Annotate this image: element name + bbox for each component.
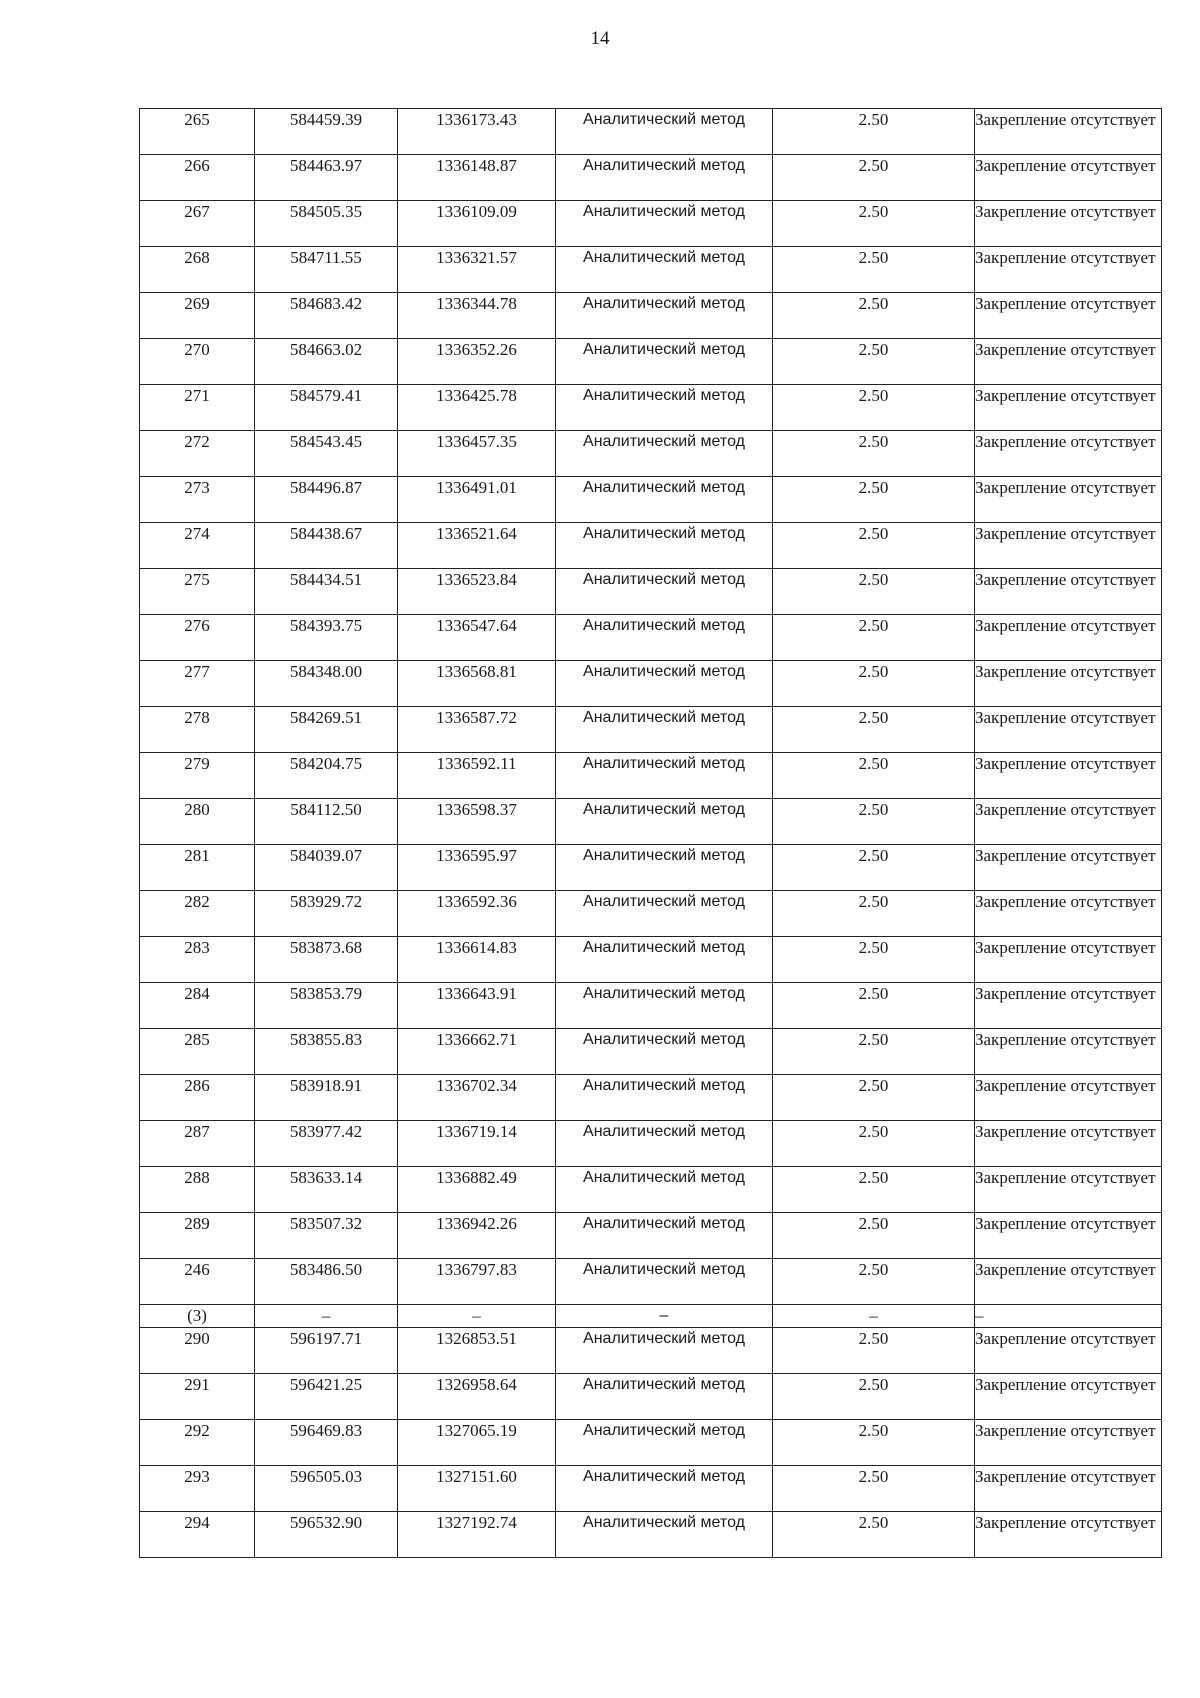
point-number-cell: 272: [140, 431, 255, 477]
point-number-cell: 290: [140, 1328, 255, 1374]
point-number-cell: 246: [140, 1259, 255, 1305]
point-number-cell: 283: [140, 937, 255, 983]
y-coordinate-cell: 1336109.09: [398, 201, 556, 247]
x-coordinate-cell: 583977.42: [255, 1121, 398, 1167]
y-coordinate-cell: 1336491.01: [398, 477, 556, 523]
y-coordinate-cell: 1336344.78: [398, 293, 556, 339]
table-row: [140, 1075, 1162, 1121]
x-coordinate-cell: 584683.42: [255, 293, 398, 339]
method-cell: Аналитический метод: [556, 569, 773, 615]
x-coordinate-cell: 584348.00: [255, 661, 398, 707]
y-coordinate-cell: 1336587.72: [398, 707, 556, 753]
x-coordinate-cell: 583873.68: [255, 937, 398, 983]
method-cell: Аналитический метод: [556, 293, 773, 339]
fixation-note-cell: Закрепление отсутствует: [975, 937, 1162, 983]
table-row: [140, 937, 1162, 983]
table-row: [140, 891, 1162, 937]
method-cell: Аналитический метод: [556, 1213, 773, 1259]
point-number-cell: 277: [140, 661, 255, 707]
error-cell: 2.50: [773, 201, 975, 247]
fixation-note-cell: Закрепление отсутствует: [975, 385, 1162, 431]
method-cell: Аналитический метод: [556, 1167, 773, 1213]
table-row: [140, 1259, 1162, 1305]
x-coordinate-cell: 596532.90: [255, 1512, 398, 1558]
method-cell: Аналитический метод: [556, 431, 773, 477]
table-row: [140, 1466, 1162, 1512]
x-coordinate-cell: 584579.41: [255, 385, 398, 431]
point-number-cell: 276: [140, 615, 255, 661]
error-cell: 2.50: [773, 1029, 975, 1075]
point-number-cell: 285: [140, 1029, 255, 1075]
method-cell: Аналитический метод: [556, 1029, 773, 1075]
x-coordinate-cell: 583855.83: [255, 1029, 398, 1075]
x-coordinate-cell: 584663.02: [255, 339, 398, 385]
fixation-note-cell: Закрепление отсутствует: [975, 1512, 1162, 1558]
error-cell: 2.50: [773, 1075, 975, 1121]
error-cell: 2.50: [773, 569, 975, 615]
fixation-note-cell: Закрепление отсутствует: [975, 1420, 1162, 1466]
table-row: [140, 569, 1162, 615]
fixation-note-cell: Закрепление отсутствует: [975, 845, 1162, 891]
table-row: [140, 1029, 1162, 1075]
fixation-note-cell: Закрепление отсутствует: [975, 1167, 1162, 1213]
error-cell: 2.50: [773, 385, 975, 431]
fixation-note-cell: Закрепление отсутствует: [975, 247, 1162, 293]
method-cell: Аналитический метод: [556, 661, 773, 707]
fixation-note-cell: Закрепление отсутствует: [975, 1029, 1162, 1075]
x-coordinate-cell: 596421.25: [255, 1374, 398, 1420]
y-coordinate-cell: 1336457.35: [398, 431, 556, 477]
error-cell: –: [773, 1305, 975, 1328]
point-number-cell: 266: [140, 155, 255, 201]
y-coordinate-cell: 1336425.78: [398, 385, 556, 431]
method-cell: Аналитический метод: [556, 1512, 773, 1558]
table-row: [140, 201, 1162, 247]
method-cell: Аналитический метод: [556, 983, 773, 1029]
y-coordinate-cell: 1336942.26: [398, 1213, 556, 1259]
table-row: [140, 109, 1162, 155]
y-coordinate-cell: 1326958.64: [398, 1374, 556, 1420]
error-cell: 2.50: [773, 661, 975, 707]
x-coordinate-cell: 584711.55: [255, 247, 398, 293]
fixation-note-cell: Закрепление отсутствует: [975, 155, 1162, 201]
fixation-note-cell: Закрепление отсутствует: [975, 569, 1162, 615]
table-row: [140, 707, 1162, 753]
table-row: [140, 1512, 1162, 1558]
table-row: [140, 1374, 1162, 1420]
x-coordinate-cell: 596469.83: [255, 1420, 398, 1466]
x-coordinate-cell: 584459.39: [255, 109, 398, 155]
table-row: [140, 385, 1162, 431]
table-row: [140, 615, 1162, 661]
error-cell: 2.50: [773, 523, 975, 569]
method-cell: Аналитический метод: [556, 201, 773, 247]
fixation-note-cell: Закрепление отсутствует: [975, 1259, 1162, 1305]
fixation-note-cell: –: [975, 1305, 1162, 1328]
y-coordinate-cell: 1336148.87: [398, 155, 556, 201]
y-coordinate-cell: 1336702.34: [398, 1075, 556, 1121]
y-coordinate-cell: 1327151.60: [398, 1466, 556, 1512]
method-cell: Аналитический метод: [556, 845, 773, 891]
y-coordinate-cell: 1336797.83: [398, 1259, 556, 1305]
table-row: [140, 155, 1162, 201]
fixation-note-cell: Закрепление отсутствует: [975, 1213, 1162, 1259]
error-cell: 2.50: [773, 1466, 975, 1512]
y-coordinate-cell: 1336521.64: [398, 523, 556, 569]
point-number-cell: 278: [140, 707, 255, 753]
method-cell: Аналитический метод: [556, 707, 773, 753]
y-coordinate-cell: 1336523.84: [398, 569, 556, 615]
y-coordinate-cell: 1336321.57: [398, 247, 556, 293]
table-body: [140, 109, 1162, 1558]
point-number-cell: 294: [140, 1512, 255, 1558]
fixation-note-cell: Закрепление отсутствует: [975, 1328, 1162, 1374]
error-cell: 2.50: [773, 753, 975, 799]
fixation-note-cell: Закрепление отсутствует: [975, 1374, 1162, 1420]
error-cell: 2.50: [773, 799, 975, 845]
y-coordinate-cell: –: [398, 1305, 556, 1328]
method-cell: Аналитический метод: [556, 1328, 773, 1374]
point-number-cell: 274: [140, 523, 255, 569]
point-number-cell: 293: [140, 1466, 255, 1512]
error-cell: 2.50: [773, 339, 975, 385]
x-coordinate-cell: 596197.71: [255, 1328, 398, 1374]
point-number-cell: 270: [140, 339, 255, 385]
point-number-cell: 271: [140, 385, 255, 431]
error-cell: 2.50: [773, 891, 975, 937]
y-coordinate-cell: 1336173.43: [398, 109, 556, 155]
x-coordinate-cell: 584543.45: [255, 431, 398, 477]
error-cell: 2.50: [773, 1512, 975, 1558]
table-row: [140, 753, 1162, 799]
method-cell: Аналитический метод: [556, 937, 773, 983]
x-coordinate-cell: 583507.32: [255, 1213, 398, 1259]
error-cell: 2.50: [773, 477, 975, 523]
point-number-cell: 265: [140, 109, 255, 155]
point-number-cell: 268: [140, 247, 255, 293]
x-coordinate-cell: 584204.75: [255, 753, 398, 799]
y-coordinate-cell: 1336614.83: [398, 937, 556, 983]
x-coordinate-cell: 584438.67: [255, 523, 398, 569]
point-number-cell: 269: [140, 293, 255, 339]
y-coordinate-cell: 1326853.51: [398, 1328, 556, 1374]
point-number-cell: 282: [140, 891, 255, 937]
x-coordinate-cell: 583929.72: [255, 891, 398, 937]
point-number-cell: 289: [140, 1213, 255, 1259]
fixation-note-cell: Закрепление отсутствует: [975, 707, 1162, 753]
error-cell: 2.50: [773, 1420, 975, 1466]
x-coordinate-cell: 584112.50: [255, 799, 398, 845]
table-row: [140, 293, 1162, 339]
x-coordinate-cell: 584496.87: [255, 477, 398, 523]
fixation-note-cell: Закрепление отсутствует: [975, 983, 1162, 1029]
x-coordinate-cell: 583918.91: [255, 1075, 398, 1121]
x-coordinate-cell: 584434.51: [255, 569, 398, 615]
table-row: [140, 1420, 1162, 1466]
error-cell: 2.50: [773, 1259, 975, 1305]
fixation-note-cell: Закрепление отсутствует: [975, 109, 1162, 155]
error-cell: 2.50: [773, 845, 975, 891]
method-cell: Аналитический метод: [556, 109, 773, 155]
fixation-note-cell: Закрепление отсутствует: [975, 891, 1162, 937]
method-cell: Аналитический метод: [556, 1259, 773, 1305]
error-cell: 2.50: [773, 431, 975, 477]
table-row: [140, 477, 1162, 523]
x-coordinate-cell: 583486.50: [255, 1259, 398, 1305]
point-number-cell: 267: [140, 201, 255, 247]
point-number-cell: 286: [140, 1075, 255, 1121]
method-cell: Аналитический метод: [556, 523, 773, 569]
error-cell: 2.50: [773, 1213, 975, 1259]
point-number-cell: 279: [140, 753, 255, 799]
table-row: [140, 431, 1162, 477]
coordinates-table: [139, 108, 1162, 1558]
page-number: 14: [590, 28, 610, 49]
fixation-note-cell: Закрепление отсутствует: [975, 1466, 1162, 1512]
x-coordinate-cell: –: [255, 1305, 398, 1328]
y-coordinate-cell: 1336547.64: [398, 615, 556, 661]
error-cell: 2.50: [773, 247, 975, 293]
error-cell: 2.50: [773, 937, 975, 983]
point-number-cell: 284: [140, 983, 255, 1029]
table-row: [140, 1167, 1162, 1213]
fixation-note-cell: Закрепление отсутствует: [975, 753, 1162, 799]
method-cell: Аналитический метод: [556, 385, 773, 431]
y-coordinate-cell: 1336568.81: [398, 661, 556, 707]
method-cell: Аналитический метод: [556, 891, 773, 937]
method-cell: Аналитический метод: [556, 247, 773, 293]
table-row: [140, 661, 1162, 707]
method-cell: Аналитический метод: [556, 1075, 773, 1121]
point-number-cell: 275: [140, 569, 255, 615]
y-coordinate-cell: 1336882.49: [398, 1167, 556, 1213]
x-coordinate-cell: 584393.75: [255, 615, 398, 661]
error-cell: 2.50: [773, 1121, 975, 1167]
fixation-note-cell: Закрепление отсутствует: [975, 1121, 1162, 1167]
y-coordinate-cell: 1336643.91: [398, 983, 556, 1029]
table-row: [140, 799, 1162, 845]
method-cell: Аналитический метод: [556, 753, 773, 799]
y-coordinate-cell: 1336592.36: [398, 891, 556, 937]
x-coordinate-cell: 584269.51: [255, 707, 398, 753]
fixation-note-cell: Закрепление отсутствует: [975, 799, 1162, 845]
table-row: [140, 845, 1162, 891]
y-coordinate-cell: 1327065.19: [398, 1420, 556, 1466]
table-row: [140, 523, 1162, 569]
fixation-note-cell: Закрепление отсутствует: [975, 477, 1162, 523]
section-separator-row: [140, 1305, 1162, 1328]
method-cell: Аналитический метод: [556, 1466, 773, 1512]
error-cell: 2.50: [773, 109, 975, 155]
method-cell: Аналитический метод: [556, 615, 773, 661]
point-number-cell: 291: [140, 1374, 255, 1420]
error-cell: 2.50: [773, 1167, 975, 1213]
y-coordinate-cell: 1336719.14: [398, 1121, 556, 1167]
point-number-cell: 287: [140, 1121, 255, 1167]
fixation-note-cell: Закрепление отсутствует: [975, 1075, 1162, 1121]
y-coordinate-cell: 1336352.26: [398, 339, 556, 385]
y-coordinate-cell: 1336598.37: [398, 799, 556, 845]
y-coordinate-cell: 1327192.74: [398, 1512, 556, 1558]
y-coordinate-cell: 1336595.97: [398, 845, 556, 891]
point-number-cell: 280: [140, 799, 255, 845]
error-cell: 2.50: [773, 707, 975, 753]
fixation-note-cell: Закрепление отсутствует: [975, 339, 1162, 385]
method-cell: –: [556, 1305, 773, 1328]
y-coordinate-cell: 1336592.11: [398, 753, 556, 799]
point-number-cell: (3): [140, 1305, 255, 1328]
fixation-note-cell: Закрепление отсутствует: [975, 431, 1162, 477]
fixation-note-cell: Закрепление отсутствует: [975, 523, 1162, 569]
error-cell: 2.50: [773, 155, 975, 201]
method-cell: Аналитический метод: [556, 799, 773, 845]
table-row: [140, 247, 1162, 293]
method-cell: Аналитический метод: [556, 1374, 773, 1420]
error-cell: 2.50: [773, 983, 975, 1029]
fixation-note-cell: Закрепление отсутствует: [975, 293, 1162, 339]
error-cell: 2.50: [773, 1374, 975, 1420]
x-coordinate-cell: 584463.97: [255, 155, 398, 201]
x-coordinate-cell: 584039.07: [255, 845, 398, 891]
error-cell: 2.50: [773, 1328, 975, 1374]
x-coordinate-cell: 584505.35: [255, 201, 398, 247]
table-row: [140, 1121, 1162, 1167]
method-cell: Аналитический метод: [556, 477, 773, 523]
fixation-note-cell: Закрепление отсутствует: [975, 661, 1162, 707]
error-cell: 2.50: [773, 615, 975, 661]
error-cell: 2.50: [773, 293, 975, 339]
method-cell: Аналитический метод: [556, 1420, 773, 1466]
table-row: [140, 1328, 1162, 1374]
method-cell: Аналитический метод: [556, 1121, 773, 1167]
method-cell: Аналитический метод: [556, 339, 773, 385]
x-coordinate-cell: 596505.03: [255, 1466, 398, 1512]
fixation-note-cell: Закрепление отсутствует: [975, 615, 1162, 661]
y-coordinate-cell: 1336662.71: [398, 1029, 556, 1075]
table-row: [140, 983, 1162, 1029]
point-number-cell: 281: [140, 845, 255, 891]
point-number-cell: 288: [140, 1167, 255, 1213]
method-cell: Аналитический метод: [556, 155, 773, 201]
table-row: [140, 339, 1162, 385]
fixation-note-cell: Закрепление отсутствует: [975, 201, 1162, 247]
table-row: [140, 1213, 1162, 1259]
point-number-cell: 292: [140, 1420, 255, 1466]
point-number-cell: 273: [140, 477, 255, 523]
x-coordinate-cell: 583633.14: [255, 1167, 398, 1213]
x-coordinate-cell: 583853.79: [255, 983, 398, 1029]
